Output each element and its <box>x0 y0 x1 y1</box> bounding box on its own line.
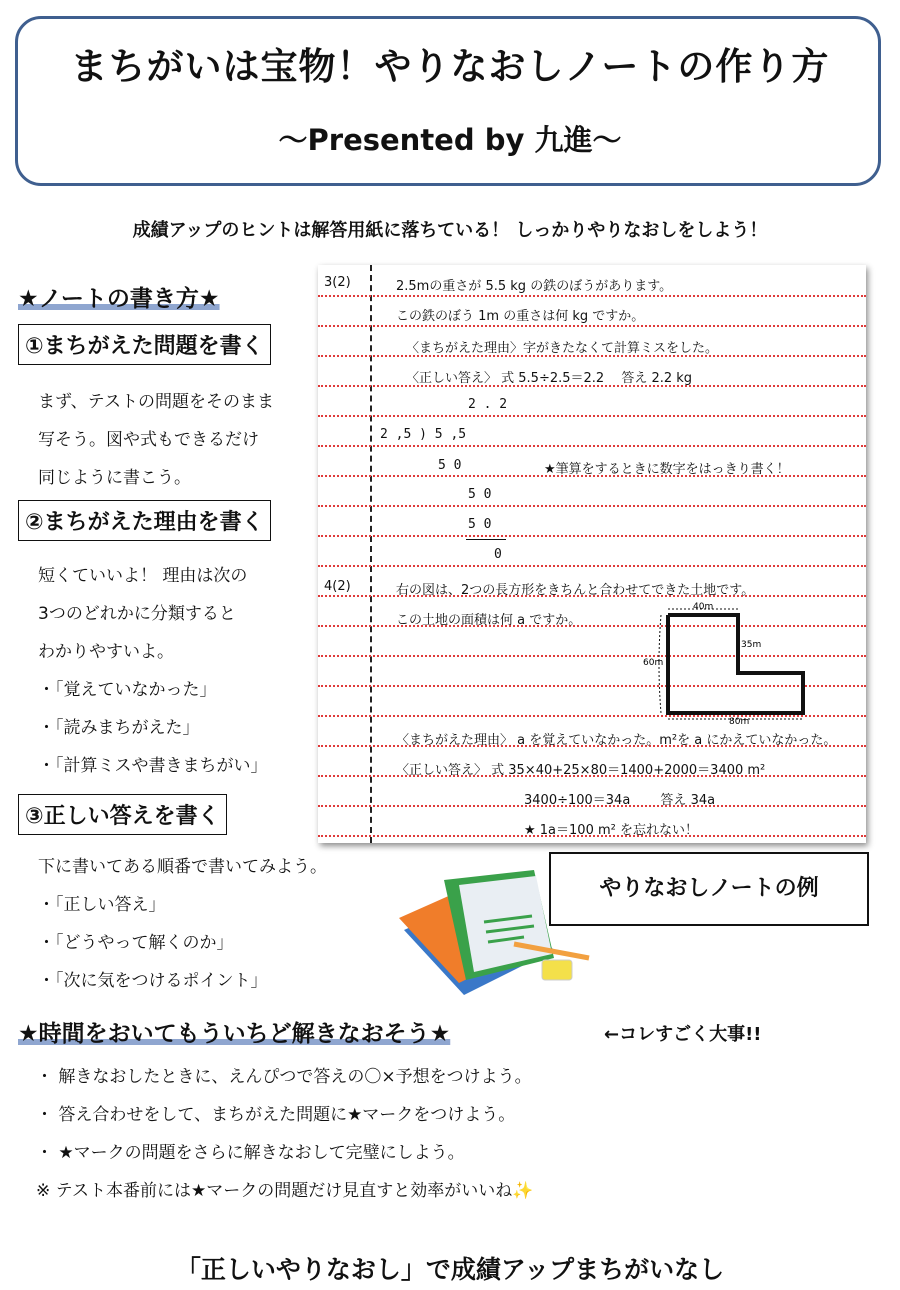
timing-note: ←コレすごく大事!! <box>604 1024 762 1045</box>
q2-text: 右の図は、2つの長方形をきちんと合わせてできた土地です。 <box>396 583 755 598</box>
step1-line: まず、テストの問題をそのまま <box>38 392 274 412</box>
q1-text2: この鉄のぼう 1m の重さは何 kg ですか。 <box>396 309 645 324</box>
step3-line: 下に書いてある順番で書いてみよう。 <box>38 857 327 877</box>
step2-label: ②まちがえた理由を書く <box>18 500 271 541</box>
step2-line: 3つのどれかに分類すると <box>38 604 236 624</box>
land-figure <box>643 595 843 725</box>
fig-label-right: 35m <box>741 640 762 650</box>
fig-label-bottom: 80m <box>729 717 750 725</box>
list-item: ・ 答え合わせをして、まちがえた問題に★マークをつけよう。 <box>36 1105 516 1125</box>
calc-rule <box>466 539 506 540</box>
step2-line: 短くていいよ！ 理由は次の <box>38 566 248 586</box>
q2-answer2: 3400÷100＝34a 答え 34a <box>524 793 716 808</box>
step1-line: 写そう。図や式もできるだけ <box>38 430 259 450</box>
calc-division: 2 ,5 ) 5 ,5 <box>380 427 467 442</box>
how-to-heading: ★ノートの書き方★ <box>18 286 220 312</box>
page-subtitle: 〜Presented by 九進〜 <box>278 123 622 157</box>
calc-tip: ★筆算をするときに数字をはっきり書く！ <box>544 462 790 477</box>
step3-label: ③正しい答えを書く <box>18 794 227 835</box>
q2-tip: ★ 1a＝100 m² を忘れない！ <box>524 823 698 838</box>
q1-answer: 〈正しい答え〉 式 5.5÷2.5＝2.2 答え 2.2 kg <box>406 371 693 386</box>
list-item: ※ テスト本番前には★マークの問題だけ見直すと効率がいいね✨ <box>36 1181 534 1201</box>
calc-line: 5 0 <box>468 487 492 502</box>
fig-label-top: 40m <box>693 602 714 612</box>
step3-line: ・「どうやって解くのか」 <box>38 933 234 953</box>
calc-remainder: 0 <box>494 547 502 562</box>
calc-line: 5 0 <box>438 458 462 473</box>
timing-list <box>36 1058 533 1210</box>
step2-line: ・「計算ミスや書きまちがい」 <box>38 756 268 776</box>
q2-number: 4(2) <box>324 579 351 594</box>
footer-slogan: 「正しいやりなおし」で成績アップまちがいなし <box>175 1255 725 1284</box>
example-label: やりなおしノートの例 <box>549 852 869 926</box>
q2-text2: この土地の面積は何 a ですか。 <box>396 613 582 628</box>
note-rule-line <box>318 505 866 507</box>
step1-label: ①まちがえた問題を書く <box>18 324 271 365</box>
step1-line: 同じように書こう。 <box>38 468 191 488</box>
calc-quotient: 2 . 2 <box>468 397 508 412</box>
note-rule-line <box>318 565 866 567</box>
q1-text: 2.5mの重さが 5.5 kg の鉄のぼうがあります。 <box>396 279 673 294</box>
step2-line: ・「読みまちがえた」 <box>38 718 200 738</box>
step2-line: わかりやすいよ。 <box>38 642 174 662</box>
list-item: ・ 解きなおしたときに、えんぴつで答えの〇×予想をつけよう。 <box>36 1067 532 1087</box>
list-item: ・ ★マークの問題をさらに解きなおして完璧にしよう。 <box>36 1143 465 1163</box>
note-rule-line <box>318 325 866 327</box>
timing-heading: ★時間をおいてもういちど解きなおそう★ <box>18 1021 451 1047</box>
notebook-illustration <box>384 870 594 1000</box>
note-rule-line <box>318 415 866 417</box>
tagline: 成績アップのヒントは解答用紙に落ちている！ しっかりやりなおしをしよう！ <box>132 220 768 241</box>
page-title: まちがいは宝物！やりなおしノートの作り方 <box>70 45 830 88</box>
calc-line: 5 0 <box>468 517 492 532</box>
step2-line: ・「覚えていなかった」 <box>38 680 217 700</box>
step3-body <box>38 848 327 1000</box>
land-shape <box>668 615 803 713</box>
step2-body <box>38 557 268 785</box>
eraser-icon <box>542 960 572 980</box>
step3-line: ・「次に気をつけるポイント」 <box>38 971 268 991</box>
q1-reason: 〈まちがえた理由〉字がきたなくて計算ミスをした。 <box>406 341 719 356</box>
fig-label-left: 60m <box>643 658 664 668</box>
q2-answer: 〈正しい答え〉 式 35×40+25×80＝1400+2000＝3400 m² <box>396 763 766 778</box>
note-rule-line <box>318 445 866 447</box>
step1-body <box>38 383 274 497</box>
q2-reason: 〈まちがえた理由〉 a を覚えていなかった。m²を a にかえていなかった。 <box>396 733 837 748</box>
step3-line: ・「正しい答え」 <box>38 895 166 915</box>
note-margin-line <box>370 265 372 843</box>
note-rule-line <box>318 295 866 297</box>
example-note-paper <box>318 265 866 843</box>
q1-number: 3(2) <box>324 275 351 290</box>
note-rule-line <box>318 535 866 537</box>
